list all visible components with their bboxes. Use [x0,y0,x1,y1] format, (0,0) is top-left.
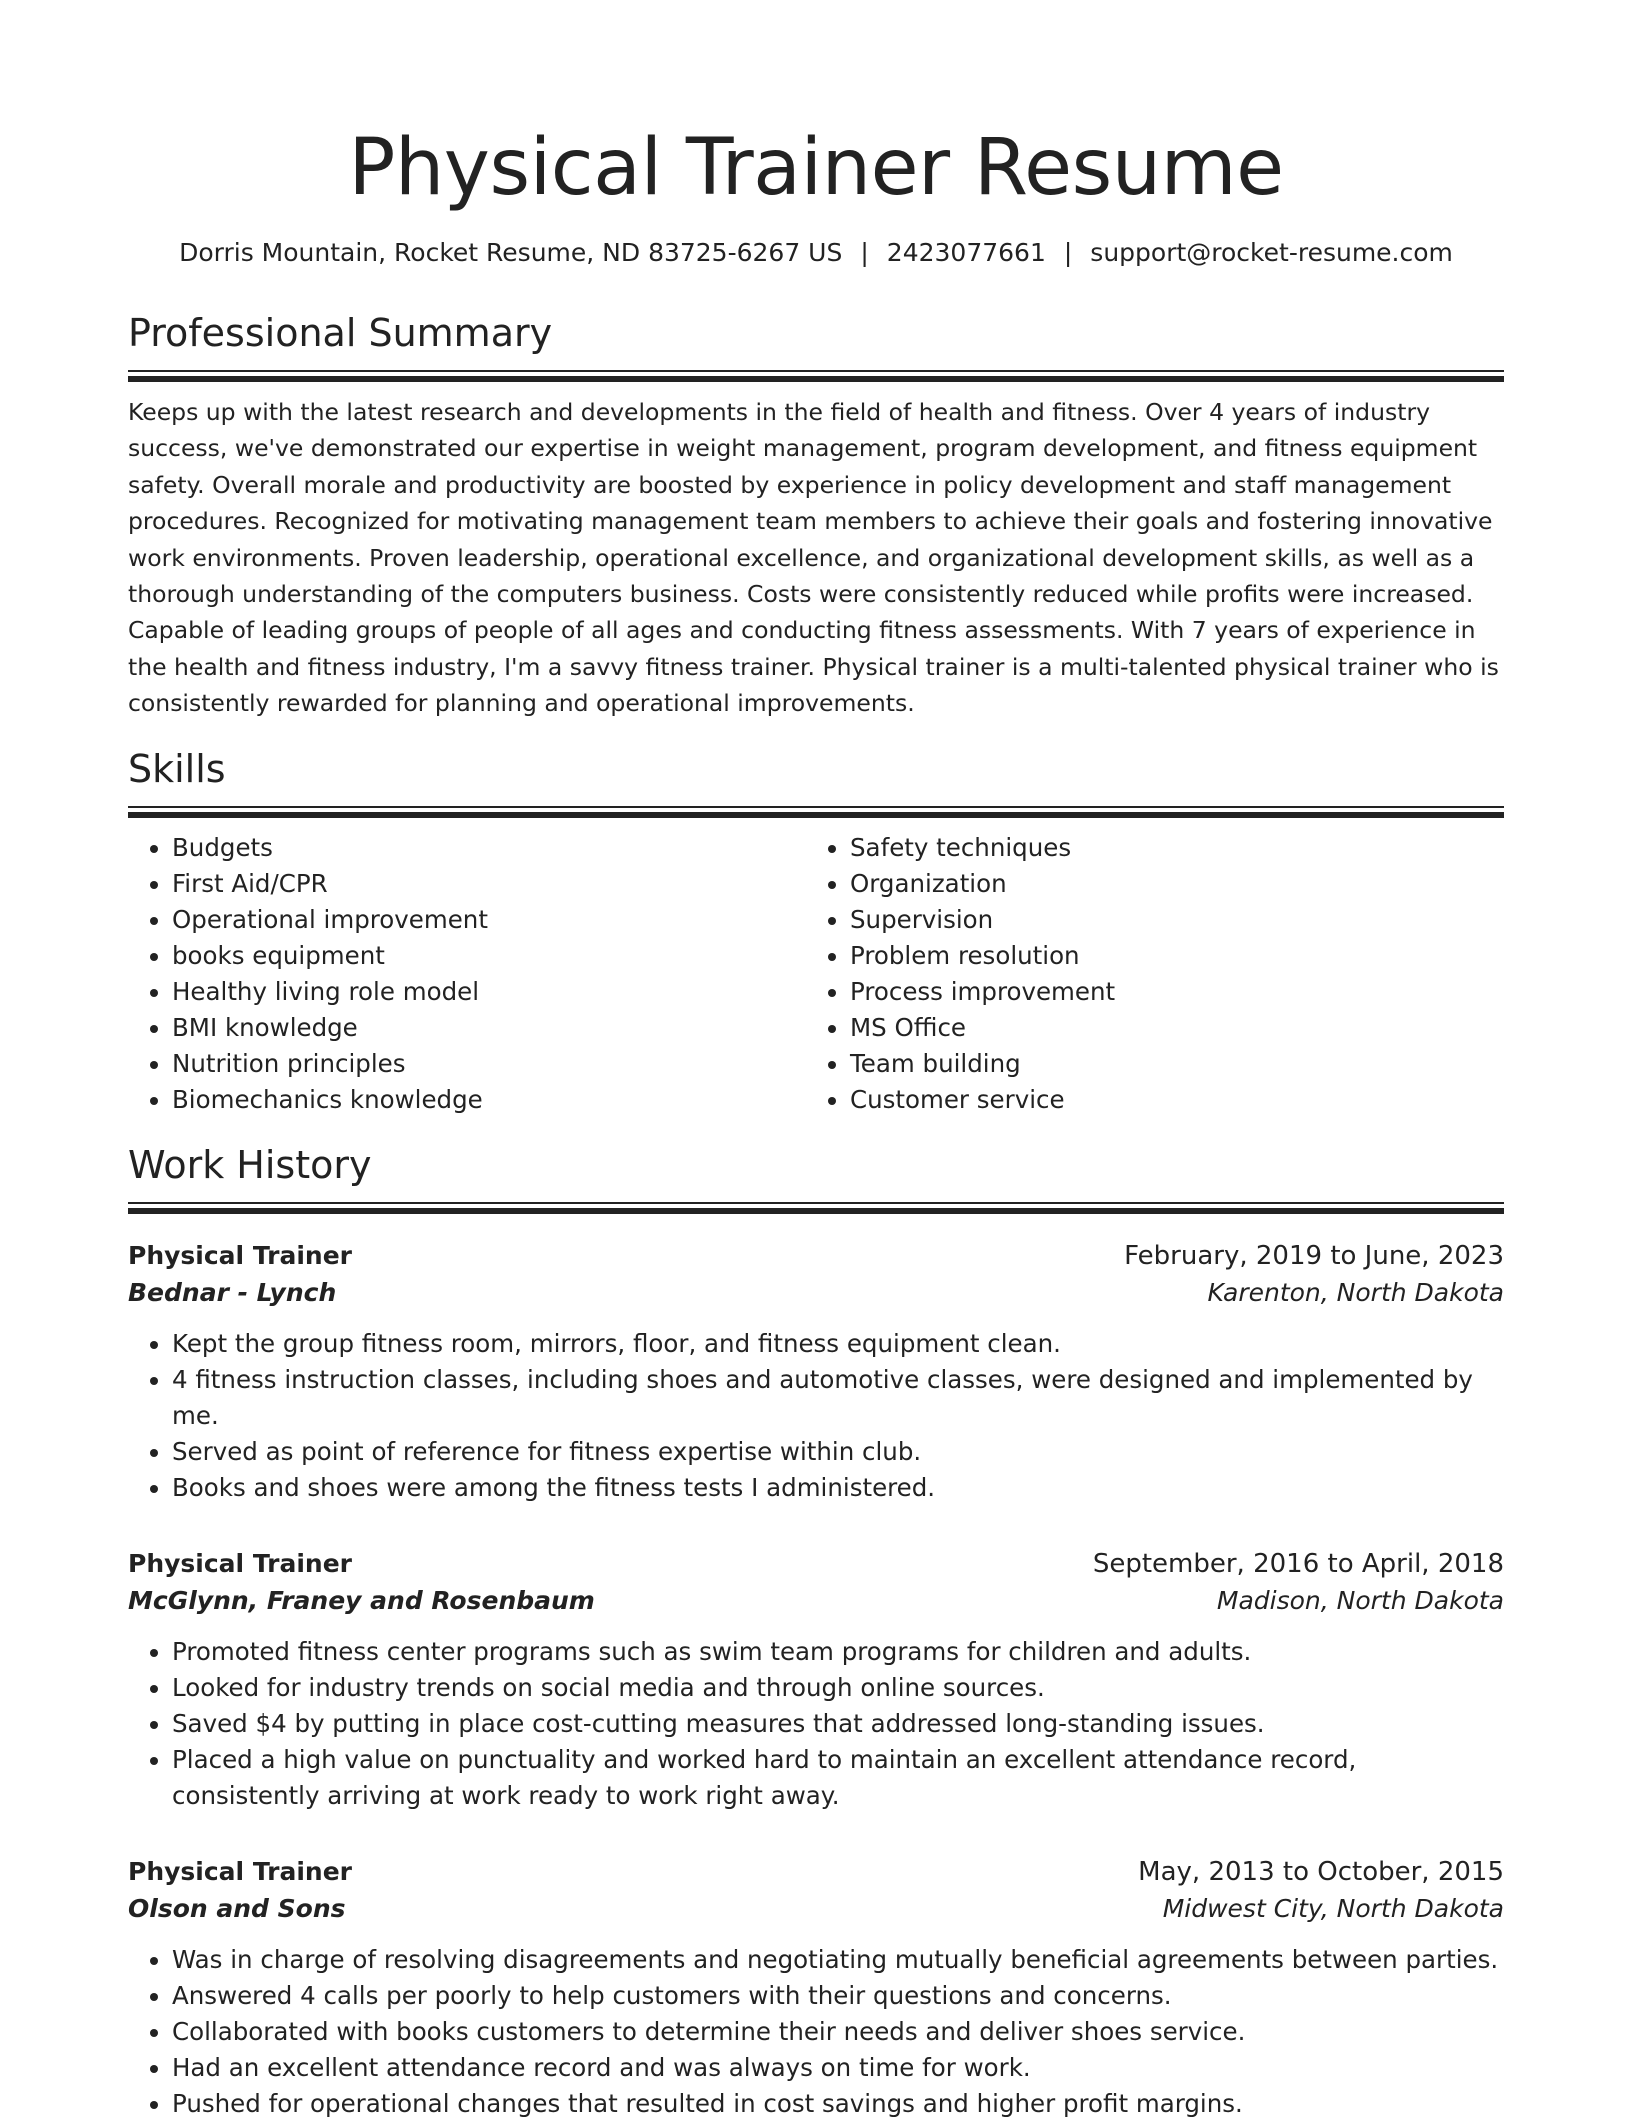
job-bullets [128,1634,1504,1814]
job-bullet: • Promoted fitness center programs such as swim team programs for children and adults. [172,1634,1504,1670]
job-bullet: • 4 fitness instruction classes, including shoes and automotive classes, were designed and implemented by me. [172,1362,1504,1434]
skill-item: • Organization [850,866,1484,902]
skills-list-right [806,830,1484,1118]
section-divider [128,806,1504,818]
job-dates: September, 2016 to April, 2018 [1092,1548,1504,1579]
skill-item: • Customer service [850,1082,1484,1118]
section-divider [128,1202,1504,1214]
work-history-heading: Work History [128,1142,372,1187]
summary-section [128,310,1504,722]
skill-item: • Nutrition principles [172,1046,806,1082]
summary-text: Keeps up with the latest research and developments in the field of health and fitness. Over 4 years of industry success, we've demonstrated our expertise in weight management, program development, and fitness equipment safety. Overall morale and productivity are boosted by experience in policy development and staff management procedures. Recognized for motivating management team members to achieve their goals and fostering innovative work environments. Proven leadership, operational excellence, and organizational development skills, as well as a thorough understanding of the computers business. Costs were consistently reduced while profits were increased. Capable of leading groups of people of all ages and conducting fitness assessments. With 7 years of experience in the health and fitness industry, I'm a savvy fitness trainer. Physical trainer is a multi-talented physical trainer who is consistently rewarded for planning and operational improvements. [128,398,1499,718]
skills-columns [128,830,1504,1118]
job-location: Karenton, North Dakota [1207,1277,1504,1307]
resume-title: Physical Trainer Resume [348,123,1284,213]
job-bullet: • Served as point of reference for fitness expertise within club. [172,1434,1504,1470]
job-title: Physical Trainer [128,1548,352,1578]
skill-item: • Safety techniques [850,830,1484,866]
skill-item: • Biomechanics knowledge [172,1082,806,1118]
skill-item: • BMI knowledge [172,1010,806,1046]
job-bullet: • Books and shoes were among the fitness tests I administered. [172,1470,1504,1506]
job-bullet: • Kept the group fitness room, mirrors, floor, and fitness equipment clean. [172,1326,1504,1362]
skill-item: • Budgets [172,830,806,866]
job-bullet: • Placed a high value on punctuality and worked hard to maintain an excellent attendance record, consistently arriving at work ready to work right away. [172,1742,1504,1814]
summary-heading: Professional Summary [128,311,553,355]
job-company-row [128,1582,1504,1620]
job-bullets [128,1942,1504,2122]
skills-section [128,746,1504,1118]
skill-item: • Healthy living role model [172,974,806,1010]
job-entry [128,1546,1504,1814]
resume-page [128,0,1504,2122]
skill-item: • Operational improvement [172,902,806,938]
job-entry [128,1854,1504,2122]
job-bullet: • Looked for industry trends on social media and through online sources. [172,1670,1504,1706]
job-bullet: • Had an excellent attendance record and was always on time for work. [172,2050,1504,2086]
job-company: Bednar - Lynch [128,1277,337,1307]
skill-item: • Process improvement [850,974,1484,1010]
job-header-row [128,1854,1504,1890]
job-title: Physical Trainer [128,1240,352,1270]
contact-separator: | [1063,238,1073,267]
job-location: Madison, North Dakota [1216,1585,1504,1615]
skill-item: • Problem resolution [850,938,1484,974]
contact-line [128,236,1504,270]
contact-separator: | [860,238,869,267]
skill-item: • Supervision [850,902,1484,938]
contact-email: support@rocket-resume.com [1090,238,1453,267]
skill-item: • First Aid/CPR [172,866,806,902]
job-location: Midwest City, North Dakota [1162,1893,1504,1923]
job-bullet: • Answered 4 calls per poorly to help customers with their questions and concerns. [172,1978,1504,2014]
job-company-row [128,1890,1504,1928]
job-bullet: • Was in charge of resolving disagreements and negotiating mutually beneficial agreements between parties. [172,1942,1504,1978]
skill-item: • books equipment [172,938,806,974]
contact-phone: 2423077661 [886,238,1046,267]
job-bullet: • Saved $4 by putting in place cost-cutting measures that addressed long-standing issues. [172,1706,1504,1742]
work-history-section [128,1142,1504,2122]
job-entry [128,1238,1504,1506]
job-bullets [128,1326,1504,1506]
job-company-row [128,1274,1504,1312]
job-header-row [128,1238,1504,1274]
job-bullet: • Collaborated with books customers to determine their needs and deliver shoes service. [172,2014,1504,2050]
job-header-row [128,1546,1504,1582]
job-title: Physical Trainer [128,1856,352,1886]
job-dates: May, 2013 to October, 2015 [1138,1856,1504,1887]
skills-heading: Skills [128,746,226,791]
section-divider [128,370,1504,382]
job-dates: February, 2019 to June, 2023 [1124,1240,1504,1271]
contact-address: Dorris Mountain, Rocket Resume, ND 83725-6267 US [179,238,843,267]
job-company: Olson and Sons [128,1893,346,1923]
skills-list-left [128,830,806,1118]
job-company: McGlynn, Franey and Rosenbaum [128,1585,595,1615]
job-bullet: • Pushed for operational changes that resulted in cost savings and higher profit margins. [172,2086,1504,2122]
skill-item: • MS Office [850,1010,1484,1046]
skill-item: • Team building [850,1046,1484,1082]
